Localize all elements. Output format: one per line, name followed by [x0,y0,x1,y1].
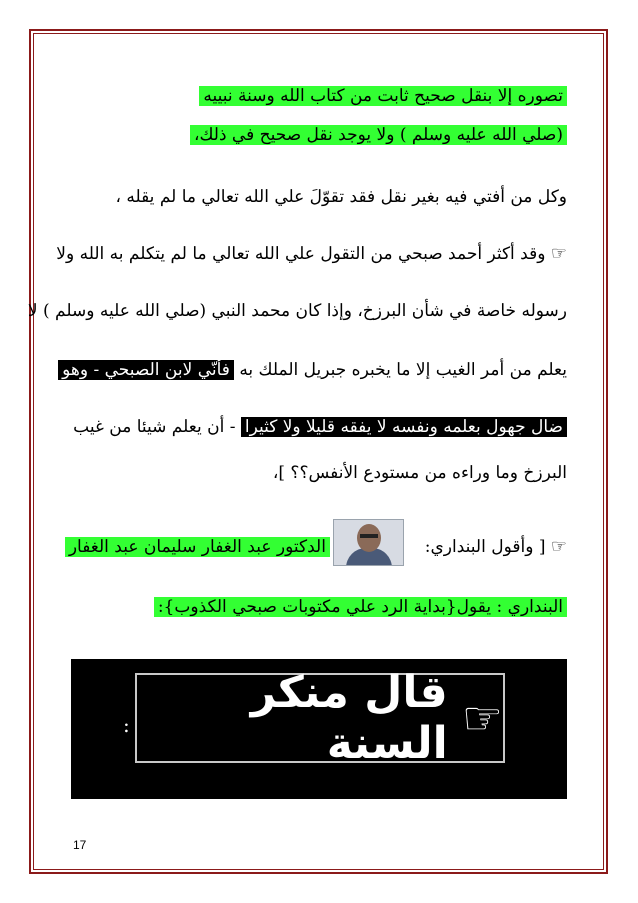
highlighted-text: تصوره إلا بنقل صحيح ثابت من كتاب الله وسنة نبييه [199,86,567,106]
banner-title: قال منكر السنة [250,667,448,769]
page-number: 17 [73,838,87,852]
quote-banner [71,659,567,799]
highlighted-text: الدكتور عبد الغفار سليمان عبد الغفار [65,537,330,557]
line-text: - أن يعلم شيئا من غيب [73,417,236,437]
highlighted-text: (صلي الله عليه وسلم ) ولا يوجد نقل صحيح في ذلك، [190,125,567,145]
line-text: يعلم من أمر الغيب إلا ما يخبره جبريل الملك به [239,360,567,380]
line-text: البرزخ وما وراءه من مستودع الأنفس؟؟ ]، [272,463,567,483]
highlighted-text: فأنّي لابن الصبحي - وهو [58,360,234,380]
pointing-hand-icon: ☞ [550,243,567,264]
text-line-10 [154,593,567,621]
line-text: وكل من أفتي فيه بغير نقل فقد تقوّلَ علي الله تعالي ما لم يقله ، [115,187,567,207]
text-line-3 [115,183,567,211]
line-text: رسوله خاصة في شأن البرزخ، وإذا كان محمد النبي (صلي الله عليه وسلم ) لا [27,301,567,321]
line-text: وقد أكثر أحمد صبحي من التقول علي الله تعالي ما لم يتكلم به الله ولا [56,244,546,264]
text-line-8 [273,459,567,487]
highlighted-text: ضال جهول بعلمه ونفسه لا يفقه قليلا ولا كثيرا [241,417,567,437]
text-line-4 [56,240,567,268]
text-line-5 [28,297,567,325]
text-line-1 [199,82,567,110]
highlighted-text: البنداري : يقول{بداية الرد علي مكتوبات صبحي الكذوب}: [154,597,567,617]
pointing-hand-icon: ☞ [461,691,503,745]
text-line-7 [73,413,567,441]
text-line-6 [58,356,567,384]
line-text: [ وأقول البنداري: [424,537,546,557]
banner-colon: : [123,713,130,737]
pointing-hand-icon: ☞ [550,536,567,557]
text-line-2 [190,121,567,149]
banner-frame [135,667,505,769]
author-photo [333,519,404,566]
text-line-9 [65,533,567,561]
